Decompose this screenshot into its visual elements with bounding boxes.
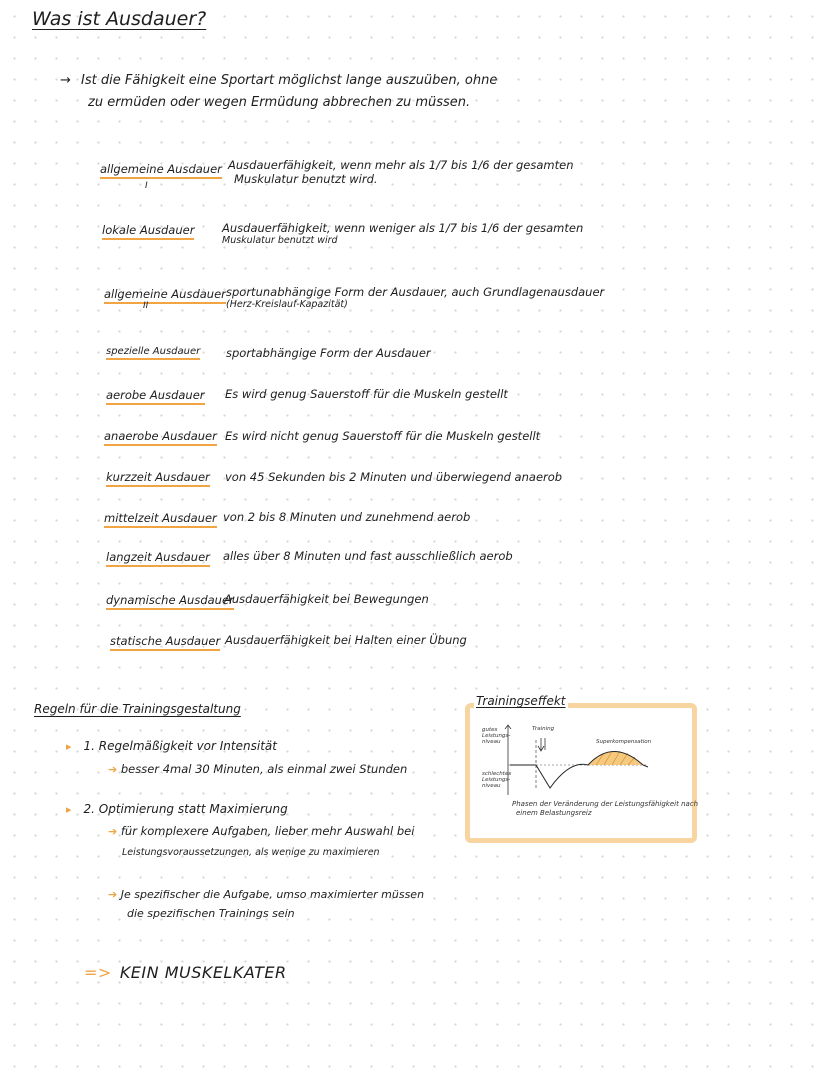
term: langzeit Ausdauer: [106, 550, 210, 567]
rule-text: 1. Regelmäßigkeit vor Intensität: [83, 739, 277, 753]
term: lokale Ausdauer: [102, 223, 194, 240]
caption-line-2: einem Belastungsreiz: [516, 809, 592, 818]
bullet-icon: ▸: [66, 803, 72, 816]
rule-item-1: [66, 740, 277, 753]
intro-line-1: [60, 74, 497, 87]
definition: von 2 bis 8 Minuten und zunehmend aerob: [223, 510, 471, 524]
label-training: Training: [532, 726, 555, 732]
term: dynamische Ausdauer: [106, 593, 234, 610]
definition: sportabhängige Form der Ausdauer: [226, 346, 431, 360]
rules-heading: Regeln für die Trainingsgestaltung: [34, 702, 241, 716]
caption-line-1: Phasen der Veränderung der Leistungsfähigkeit nach: [512, 800, 699, 808]
definition-line-2: (Herz-Kreislauf-Kapazität): [226, 299, 348, 311]
roman-numeral: I: [145, 181, 148, 191]
rule-item-1-sub: [108, 764, 407, 776]
term: mittelzeit Ausdauer: [104, 511, 217, 528]
intro-line-2: zu ermüden oder wegen Ermüdung abbrechen zu müssen.: [88, 95, 471, 110]
arrow-icon: ➔: [108, 825, 118, 838]
arrow-icon: ➔: [108, 763, 118, 776]
double-arrow-icon: =>: [84, 963, 112, 982]
definition: Es wird nicht genug Sauerstoff für die Muskeln gestellt: [225, 429, 541, 443]
conclusion-text: KEIN MUSKELKATER: [119, 963, 287, 982]
term: kurzzeit Ausdauer: [106, 470, 210, 487]
definition: [222, 221, 583, 247]
rule-item-2-sub-1: [108, 826, 414, 838]
rule-sub-text: für komplexere Aufgaben, lieber mehr Auswahl bei: [120, 824, 415, 838]
definition: [226, 285, 604, 311]
rule-text: 2. Optimierung statt Maximierung: [83, 802, 288, 816]
definition-line-1: Ausdauerfähigkeit, wenn mehr als 1/7 bis 1/6 der gesamten: [228, 158, 574, 172]
definition: von 45 Sekunden bis 2 Minuten und überwiegend anaerob: [225, 470, 563, 484]
label-bad-level: schlechtes Leistungs-niveau: [482, 771, 512, 790]
definition: [228, 158, 573, 187]
rule-sub-text: besser 4mal 30 Minuten, als einmal zwei Stunden: [120, 762, 408, 776]
card-caption: [512, 800, 698, 819]
card-title: Trainingseffekt: [476, 694, 566, 708]
down-arrow-icon: [538, 738, 544, 751]
bullet-icon: ▸: [66, 740, 72, 753]
definition: Es wird genug Sauerstoff für die Muskeln gestellt: [225, 387, 508, 401]
definition-line-1: sportunabhängige Form der Ausdauer, auch Grundlagenausdauer: [226, 285, 605, 299]
label-superkompensation: Superkompensation: [596, 739, 652, 745]
rule-item-2-sub-1b: Leistungsvoraussetzungen, als wenige zu maximieren: [122, 847, 380, 858]
roman-numeral: II: [143, 301, 149, 311]
definition: Ausdauerfähigkeit bei Bewegungen: [224, 592, 429, 606]
definition: alles über 8 Minuten und fast ausschließlich aerob: [223, 549, 513, 563]
definition: Ausdauerfähigkeit bei Halten einer Übung: [225, 633, 467, 647]
definition-line-1: Ausdauerfähigkeit, wenn weniger als 1/7 bis 1/6 der gesamten: [222, 221, 584, 235]
term: allgemeine Ausdauer: [100, 162, 222, 179]
rule-sub-text: Je spezifischer die Aufgabe, umso maximierter müssen: [120, 888, 425, 901]
definition-line-2: Muskulatur benutzt wird.: [234, 172, 378, 187]
term: aerobe Ausdauer: [106, 388, 205, 405]
arrow-icon: ➔: [108, 888, 118, 901]
intro-text-1: Ist die Fähigkeit eine Sportart möglichst lange auszuüben, ohne: [81, 73, 498, 88]
page-title: Was ist Ausdauer?: [32, 8, 207, 30]
rule-item-2-sub-2: [108, 889, 424, 900]
term: anaerobe Ausdauer: [104, 429, 217, 446]
rule-item-2-sub-2b: die spezifischen Trainings sein: [127, 907, 295, 920]
term: statische Ausdauer: [110, 634, 220, 651]
label-good-level: gutes Leistungs-niveau: [482, 727, 511, 746]
definition-line-2: Muskulatur benutzt wird: [222, 235, 338, 247]
rule-item-2: [66, 803, 288, 816]
term: allgemeine Ausdauer: [104, 287, 226, 304]
conclusion: [84, 963, 287, 982]
term: spezielle Ausdauer: [106, 346, 200, 360]
arrow-icon: →: [60, 73, 71, 88]
